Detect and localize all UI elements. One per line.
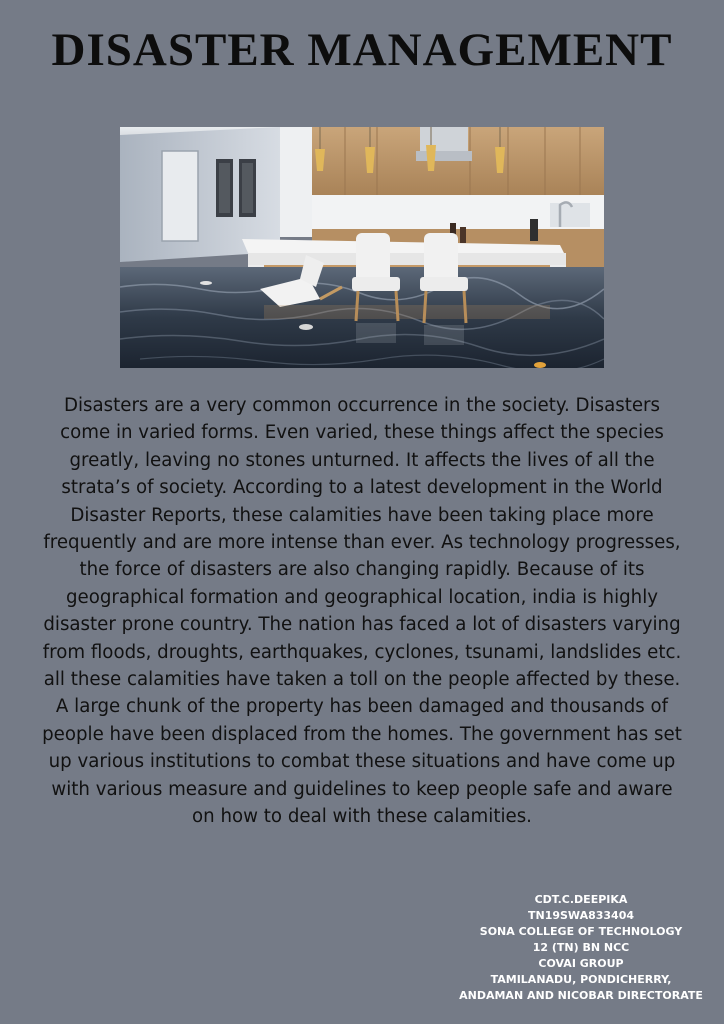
body-paragraph: Disasters are a very common occurrence in the society. Disasters come in varied forms. Even varied, these things affect the species greatly, leaving no stones unturned. It affects the lives of all the strata’s of society. According to a latest development in the World Disaster Reports, these calamities have been taking place more frequently and are more intense than ever. As technology progresses, the force of disasters are also changing rapidly. Because of its geographical formation and geographical location, india is highly disaster prone country. The nation has faced a lot of disasters varying from floods, droughts, earthquakes, cyclones, tsunami, landslides etc. all these calamities have taken a toll on the people affected by these. A large chunk of the property has been damaged and thousands of people have been displaced from the homes. The government has set up various institutions to combat these situations and have come up with various measure and guidelines to keep people safe and aware on how to deal with these calamities. xyxy=(42,395,682,828)
credit-line-region: TAMILANADU, PONDICHERRY, xyxy=(490,973,672,986)
credit-line-name: CDT.C.DEEPIKA xyxy=(534,893,628,906)
credit-line-id: TN19SWA833404 xyxy=(527,909,634,922)
credit-line-directorate: ANDAMAN AND NICOBAR DIRECTORATE xyxy=(459,989,703,1002)
page-title: DISASTER MANAGEMENT xyxy=(51,24,673,76)
credit-line-battalion: 12 (TN) BN NCC xyxy=(532,941,630,954)
flooded-kitchen-image xyxy=(120,127,604,368)
credit-line-group: COVAI GROUP xyxy=(538,957,624,970)
credit-line-college: SONA COLLEGE OF TECHNOLOGY xyxy=(479,925,683,938)
author-credits xyxy=(450,892,712,1004)
